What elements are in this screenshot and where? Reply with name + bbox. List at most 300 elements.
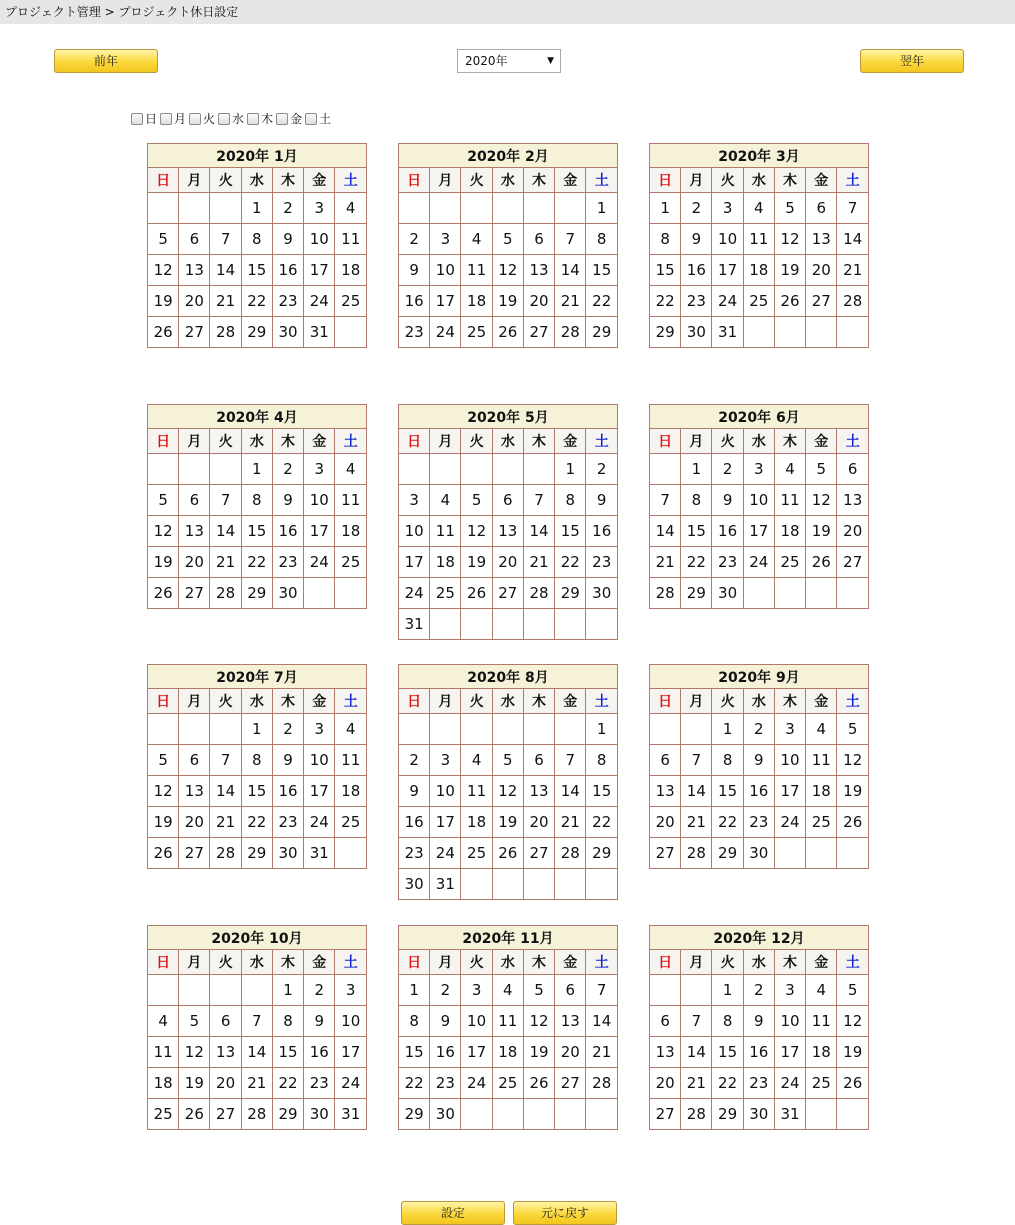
day-cell[interactable]: 18	[335, 516, 367, 547]
checkbox[interactable]	[160, 113, 172, 125]
day-cell[interactable]: 18	[806, 1037, 837, 1068]
day-cell[interactable]: 17	[430, 286, 461, 317]
day-cell[interactable]: 24	[399, 578, 430, 609]
day-cell[interactable]: 11	[335, 745, 367, 776]
day-cell[interactable]: 18	[148, 1068, 179, 1099]
day-cell[interactable]: 3	[743, 454, 774, 485]
day-cell[interactable]: 21	[650, 547, 681, 578]
day-cell[interactable]: 31	[304, 317, 335, 348]
day-cell[interactable]: 11	[774, 485, 805, 516]
day-cell[interactable]: 11	[335, 485, 367, 516]
day-cell[interactable]: 26	[837, 1068, 869, 1099]
day-cell[interactable]: 8	[586, 224, 618, 255]
day-cell[interactable]: 27	[650, 838, 681, 869]
day-cell[interactable]: 7	[210, 485, 241, 516]
day-cell[interactable]: 18	[335, 776, 367, 807]
day-cell[interactable]: 15	[712, 1037, 743, 1068]
day-cell[interactable]: 15	[555, 516, 586, 547]
day-cell[interactable]: 1	[399, 975, 430, 1006]
year-select[interactable]	[457, 49, 561, 73]
day-cell[interactable]: 29	[712, 838, 743, 869]
day-cell[interactable]: 11	[148, 1037, 179, 1068]
day-cell[interactable]: 5	[148, 745, 179, 776]
day-cell[interactable]: 26	[461, 578, 492, 609]
checkbox[interactable]	[276, 113, 288, 125]
day-cell[interactable]: 8	[681, 485, 712, 516]
day-cell[interactable]: 20	[210, 1068, 241, 1099]
day-cell[interactable]: 12	[179, 1037, 210, 1068]
day-cell[interactable]: 13	[523, 776, 554, 807]
day-cell[interactable]: 12	[523, 1006, 554, 1037]
day-cell[interactable]: 8	[399, 1006, 430, 1037]
day-cell[interactable]: 24	[774, 1068, 805, 1099]
day-cell[interactable]: 23	[743, 1068, 774, 1099]
day-cell[interactable]: 21	[210, 547, 241, 578]
day-cell[interactable]: 10	[774, 745, 805, 776]
day-cell[interactable]: 7	[555, 745, 586, 776]
day-cell[interactable]: 25	[774, 547, 805, 578]
day-cell[interactable]: 22	[555, 547, 586, 578]
day-cell[interactable]: 8	[586, 745, 618, 776]
day-cell[interactable]: 27	[523, 317, 554, 348]
day-cell[interactable]: 31	[399, 609, 430, 640]
day-cell[interactable]: 28	[586, 1068, 618, 1099]
day-cell[interactable]: 9	[743, 745, 774, 776]
day-cell[interactable]: 22	[399, 1068, 430, 1099]
day-cell[interactable]: 14	[681, 1037, 712, 1068]
day-cell[interactable]: 7	[241, 1006, 272, 1037]
day-cell[interactable]: 21	[681, 1068, 712, 1099]
day-cell[interactable]: 7	[837, 193, 869, 224]
day-cell[interactable]: 3	[304, 714, 335, 745]
day-cell[interactable]: 5	[492, 745, 523, 776]
day-cell[interactable]: 10	[399, 516, 430, 547]
day-cell[interactable]: 29	[712, 1099, 743, 1130]
day-cell[interactable]: 15	[399, 1037, 430, 1068]
day-cell[interactable]: 9	[712, 485, 743, 516]
day-cell[interactable]: 13	[650, 1037, 681, 1068]
day-cell[interactable]: 23	[586, 547, 618, 578]
day-cell[interactable]: 9	[681, 224, 712, 255]
day-cell[interactable]: 19	[179, 1068, 210, 1099]
day-cell[interactable]: 30	[712, 578, 743, 609]
day-cell[interactable]: 14	[523, 516, 554, 547]
day-cell[interactable]: 28	[523, 578, 554, 609]
day-cell[interactable]: 13	[650, 776, 681, 807]
day-cell[interactable]: 16	[743, 1037, 774, 1068]
day-cell[interactable]: 16	[272, 516, 303, 547]
day-cell[interactable]: 28	[837, 286, 869, 317]
day-cell[interactable]: 24	[743, 547, 774, 578]
day-cell[interactable]: 16	[399, 807, 430, 838]
day-cell[interactable]: 7	[681, 1006, 712, 1037]
day-cell[interactable]: 3	[712, 193, 743, 224]
day-cell[interactable]: 17	[335, 1037, 367, 1068]
day-cell[interactable]: 27	[523, 838, 554, 869]
day-cell[interactable]: 29	[272, 1099, 303, 1130]
save-button[interactable]: 設定	[401, 1201, 505, 1225]
day-cell[interactable]: 1	[586, 714, 618, 745]
day-cell[interactable]: 19	[837, 776, 869, 807]
day-cell[interactable]: 29	[586, 317, 618, 348]
day-cell[interactable]: 10	[743, 485, 774, 516]
weekday-filter-wed[interactable]	[218, 110, 244, 127]
day-cell[interactable]: 17	[774, 1037, 805, 1068]
day-cell[interactable]: 18	[335, 255, 367, 286]
day-cell[interactable]: 18	[430, 547, 461, 578]
day-cell[interactable]: 27	[650, 1099, 681, 1130]
day-cell[interactable]: 9	[272, 745, 303, 776]
day-cell[interactable]: 13	[806, 224, 837, 255]
day-cell[interactable]: 21	[837, 255, 869, 286]
day-cell[interactable]: 15	[650, 255, 681, 286]
day-cell[interactable]: 5	[461, 485, 492, 516]
day-cell[interactable]: 18	[461, 286, 492, 317]
day-cell[interactable]: 14	[555, 776, 586, 807]
weekday-filter-mon[interactable]	[160, 110, 186, 127]
day-cell[interactable]: 19	[837, 1037, 869, 1068]
day-cell[interactable]: 2	[743, 714, 774, 745]
prev-year-button[interactable]: 前年	[54, 49, 158, 73]
day-cell[interactable]: 24	[335, 1068, 367, 1099]
day-cell[interactable]: 6	[492, 485, 523, 516]
day-cell[interactable]: 11	[335, 224, 367, 255]
day-cell[interactable]: 15	[681, 516, 712, 547]
day-cell[interactable]: 10	[335, 1006, 367, 1037]
day-cell[interactable]: 4	[335, 714, 367, 745]
day-cell[interactable]: 28	[681, 838, 712, 869]
day-cell[interactable]: 6	[650, 745, 681, 776]
day-cell[interactable]: 22	[712, 1068, 743, 1099]
day-cell[interactable]: 3	[430, 224, 461, 255]
day-cell[interactable]: 5	[492, 224, 523, 255]
day-cell[interactable]: 14	[241, 1037, 272, 1068]
day-cell[interactable]: 27	[179, 578, 210, 609]
day-cell[interactable]: 6	[837, 454, 869, 485]
day-cell[interactable]: 29	[650, 317, 681, 348]
day-cell[interactable]: 12	[148, 776, 179, 807]
day-cell[interactable]: 19	[148, 807, 179, 838]
day-cell[interactable]: 22	[586, 807, 618, 838]
day-cell[interactable]: 16	[712, 516, 743, 547]
day-cell[interactable]: 21	[681, 807, 712, 838]
day-cell[interactable]: 5	[837, 975, 869, 1006]
day-cell[interactable]: 14	[210, 255, 241, 286]
day-cell[interactable]: 5	[837, 714, 869, 745]
day-cell[interactable]: 9	[399, 255, 430, 286]
weekday-filter-sat[interactable]	[305, 110, 331, 127]
day-cell[interactable]: 10	[304, 745, 335, 776]
day-cell[interactable]: 27	[837, 547, 869, 578]
day-cell[interactable]: 11	[430, 516, 461, 547]
day-cell[interactable]: 25	[461, 317, 492, 348]
day-cell[interactable]: 14	[837, 224, 869, 255]
day-cell[interactable]: 17	[304, 516, 335, 547]
day-cell[interactable]: 31	[712, 317, 743, 348]
day-cell[interactable]: 26	[148, 838, 179, 869]
day-cell[interactable]: 13	[555, 1006, 586, 1037]
checkbox[interactable]	[247, 113, 259, 125]
day-cell[interactable]: 20	[523, 286, 554, 317]
day-cell[interactable]: 16	[430, 1037, 461, 1068]
day-cell[interactable]: 17	[743, 516, 774, 547]
day-cell[interactable]: 4	[148, 1006, 179, 1037]
day-cell[interactable]: 10	[774, 1006, 805, 1037]
day-cell[interactable]: 10	[461, 1006, 492, 1037]
day-cell[interactable]: 4	[335, 454, 367, 485]
day-cell[interactable]: 17	[712, 255, 743, 286]
day-cell[interactable]: 19	[461, 547, 492, 578]
day-cell[interactable]: 28	[210, 838, 241, 869]
day-cell[interactable]: 14	[681, 776, 712, 807]
day-cell[interactable]: 16	[743, 776, 774, 807]
day-cell[interactable]: 23	[681, 286, 712, 317]
day-cell[interactable]: 27	[492, 578, 523, 609]
day-cell[interactable]: 29	[586, 838, 618, 869]
day-cell[interactable]: 9	[272, 224, 303, 255]
day-cell[interactable]: 1	[555, 454, 586, 485]
day-cell[interactable]: 1	[272, 975, 303, 1006]
day-cell[interactable]: 24	[304, 547, 335, 578]
day-cell[interactable]: 13	[179, 516, 210, 547]
day-cell[interactable]: 30	[743, 838, 774, 869]
day-cell[interactable]: 22	[241, 286, 272, 317]
day-cell[interactable]: 8	[272, 1006, 303, 1037]
day-cell[interactable]: 31	[304, 838, 335, 869]
day-cell[interactable]: 3	[399, 485, 430, 516]
day-cell[interactable]: 27	[555, 1068, 586, 1099]
day-cell[interactable]: 25	[430, 578, 461, 609]
weekday-filter-sun[interactable]	[131, 110, 157, 127]
day-cell[interactable]: 26	[523, 1068, 554, 1099]
day-cell[interactable]: 2	[586, 454, 618, 485]
day-cell[interactable]: 29	[399, 1099, 430, 1130]
day-cell[interactable]: 28	[555, 317, 586, 348]
day-cell[interactable]: 19	[492, 807, 523, 838]
day-cell[interactable]: 30	[586, 578, 618, 609]
day-cell[interactable]: 14	[210, 516, 241, 547]
day-cell[interactable]: 6	[650, 1006, 681, 1037]
day-cell[interactable]: 24	[712, 286, 743, 317]
day-cell[interactable]: 8	[712, 1006, 743, 1037]
day-cell[interactable]: 25	[492, 1068, 523, 1099]
day-cell[interactable]: 20	[806, 255, 837, 286]
day-cell[interactable]: 23	[399, 317, 430, 348]
day-cell[interactable]: 2	[272, 193, 303, 224]
day-cell[interactable]: 17	[774, 776, 805, 807]
day-cell[interactable]: 5	[806, 454, 837, 485]
day-cell[interactable]: 1	[712, 975, 743, 1006]
day-cell[interactable]: 1	[241, 454, 272, 485]
day-cell[interactable]: 11	[743, 224, 774, 255]
day-cell[interactable]: 2	[743, 975, 774, 1006]
day-cell[interactable]: 23	[712, 547, 743, 578]
day-cell[interactable]: 12	[837, 1006, 869, 1037]
day-cell[interactable]: 21	[523, 547, 554, 578]
day-cell[interactable]: 9	[272, 485, 303, 516]
checkbox[interactable]	[305, 113, 317, 125]
day-cell[interactable]: 21	[210, 286, 241, 317]
weekday-filter-thu[interactable]	[247, 110, 273, 127]
day-cell[interactable]: 2	[399, 745, 430, 776]
day-cell[interactable]: 20	[650, 1068, 681, 1099]
day-cell[interactable]: 29	[241, 317, 272, 348]
day-cell[interactable]: 23	[304, 1068, 335, 1099]
day-cell[interactable]: 29	[241, 838, 272, 869]
day-cell[interactable]: 9	[430, 1006, 461, 1037]
day-cell[interactable]: 30	[743, 1099, 774, 1130]
day-cell[interactable]: 20	[650, 807, 681, 838]
day-cell[interactable]: 31	[335, 1099, 367, 1130]
day-cell[interactable]: 22	[681, 547, 712, 578]
day-cell[interactable]: 16	[272, 255, 303, 286]
day-cell[interactable]: 20	[555, 1037, 586, 1068]
day-cell[interactable]: 30	[272, 578, 303, 609]
day-cell[interactable]: 23	[399, 838, 430, 869]
day-cell[interactable]: 3	[461, 975, 492, 1006]
day-cell[interactable]: 31	[430, 869, 461, 900]
day-cell[interactable]: 6	[523, 224, 554, 255]
day-cell[interactable]: 3	[430, 745, 461, 776]
day-cell[interactable]: 15	[272, 1037, 303, 1068]
day-cell[interactable]: 20	[179, 286, 210, 317]
day-cell[interactable]: 27	[179, 317, 210, 348]
day-cell[interactable]: 10	[304, 224, 335, 255]
day-cell[interactable]: 23	[743, 807, 774, 838]
day-cell[interactable]: 2	[399, 224, 430, 255]
day-cell[interactable]: 28	[555, 838, 586, 869]
day-cell[interactable]: 5	[523, 975, 554, 1006]
day-cell[interactable]: 22	[586, 286, 618, 317]
day-cell[interactable]: 9	[586, 485, 618, 516]
day-cell[interactable]: 2	[430, 975, 461, 1006]
day-cell[interactable]: 1	[241, 193, 272, 224]
day-cell[interactable]: 8	[241, 485, 272, 516]
day-cell[interactable]: 26	[492, 317, 523, 348]
day-cell[interactable]: 16	[399, 286, 430, 317]
day-cell[interactable]: 19	[148, 286, 179, 317]
day-cell[interactable]: 27	[210, 1099, 241, 1130]
day-cell[interactable]: 1	[650, 193, 681, 224]
day-cell[interactable]: 19	[492, 286, 523, 317]
day-cell[interactable]: 4	[743, 193, 774, 224]
day-cell[interactable]: 30	[399, 869, 430, 900]
checkbox[interactable]	[218, 113, 230, 125]
day-cell[interactable]: 10	[304, 485, 335, 516]
day-cell[interactable]: 26	[837, 807, 869, 838]
day-cell[interactable]: 7	[586, 975, 618, 1006]
day-cell[interactable]: 23	[272, 547, 303, 578]
day-cell[interactable]: 22	[241, 547, 272, 578]
day-cell[interactable]: 15	[241, 516, 272, 547]
day-cell[interactable]: 26	[806, 547, 837, 578]
day-cell[interactable]: 11	[461, 255, 492, 286]
day-cell[interactable]: 18	[774, 516, 805, 547]
day-cell[interactable]: 23	[272, 807, 303, 838]
day-cell[interactable]: 23	[430, 1068, 461, 1099]
day-cell[interactable]: 14	[555, 255, 586, 286]
day-cell[interactable]: 31	[774, 1099, 805, 1130]
day-cell[interactable]: 2	[712, 454, 743, 485]
day-cell[interactable]: 24	[430, 838, 461, 869]
day-cell[interactable]: 29	[681, 578, 712, 609]
day-cell[interactable]: 24	[430, 317, 461, 348]
day-cell[interactable]: 30	[304, 1099, 335, 1130]
day-cell[interactable]: 7	[523, 485, 554, 516]
day-cell[interactable]: 12	[492, 776, 523, 807]
day-cell[interactable]: 21	[210, 807, 241, 838]
day-cell[interactable]: 17	[304, 255, 335, 286]
day-cell[interactable]: 12	[806, 485, 837, 516]
checkbox[interactable]	[131, 113, 143, 125]
day-cell[interactable]: 12	[148, 516, 179, 547]
day-cell[interactable]: 7	[681, 745, 712, 776]
day-cell[interactable]: 6	[523, 745, 554, 776]
day-cell[interactable]: 3	[774, 714, 805, 745]
day-cell[interactable]: 13	[837, 485, 869, 516]
day-cell[interactable]: 7	[555, 224, 586, 255]
day-cell[interactable]: 28	[681, 1099, 712, 1130]
day-cell[interactable]: 17	[461, 1037, 492, 1068]
day-cell[interactable]: 13	[179, 776, 210, 807]
day-cell[interactable]: 11	[806, 1006, 837, 1037]
day-cell[interactable]: 25	[806, 807, 837, 838]
day-cell[interactable]: 2	[681, 193, 712, 224]
day-cell[interactable]: 5	[179, 1006, 210, 1037]
day-cell[interactable]: 10	[712, 224, 743, 255]
day-cell[interactable]: 15	[241, 776, 272, 807]
reset-button[interactable]: 元に戻す	[513, 1201, 617, 1225]
day-cell[interactable]: 23	[272, 286, 303, 317]
day-cell[interactable]: 5	[148, 485, 179, 516]
day-cell[interactable]: 12	[837, 745, 869, 776]
next-year-button[interactable]: 翌年	[860, 49, 964, 73]
day-cell[interactable]: 8	[555, 485, 586, 516]
day-cell[interactable]: 12	[461, 516, 492, 547]
day-cell[interactable]: 2	[304, 975, 335, 1006]
day-cell[interactable]: 11	[492, 1006, 523, 1037]
day-cell[interactable]: 2	[272, 714, 303, 745]
day-cell[interactable]: 15	[241, 255, 272, 286]
day-cell[interactable]: 15	[712, 776, 743, 807]
day-cell[interactable]: 12	[492, 255, 523, 286]
day-cell[interactable]: 18	[806, 776, 837, 807]
day-cell[interactable]: 13	[523, 255, 554, 286]
day-cell[interactable]: 26	[492, 838, 523, 869]
day-cell[interactable]: 28	[210, 317, 241, 348]
day-cell[interactable]: 2	[272, 454, 303, 485]
day-cell[interactable]: 16	[272, 776, 303, 807]
day-cell[interactable]: 7	[210, 745, 241, 776]
day-cell[interactable]: 30	[272, 838, 303, 869]
day-cell[interactable]: 4	[492, 975, 523, 1006]
day-cell[interactable]: 24	[304, 807, 335, 838]
day-cell[interactable]: 29	[241, 578, 272, 609]
day-cell[interactable]: 17	[304, 776, 335, 807]
day-cell[interactable]: 21	[586, 1037, 618, 1068]
day-cell[interactable]: 19	[774, 255, 805, 286]
day-cell[interactable]: 16	[304, 1037, 335, 1068]
day-cell[interactable]: 3	[304, 193, 335, 224]
day-cell[interactable]: 5	[148, 224, 179, 255]
day-cell[interactable]: 24	[774, 807, 805, 838]
day-cell[interactable]: 20	[523, 807, 554, 838]
day-cell[interactable]: 1	[681, 454, 712, 485]
day-cell[interactable]: 4	[806, 975, 837, 1006]
day-cell[interactable]: 17	[399, 547, 430, 578]
day-cell[interactable]: 7	[210, 224, 241, 255]
day-cell[interactable]: 6	[210, 1006, 241, 1037]
